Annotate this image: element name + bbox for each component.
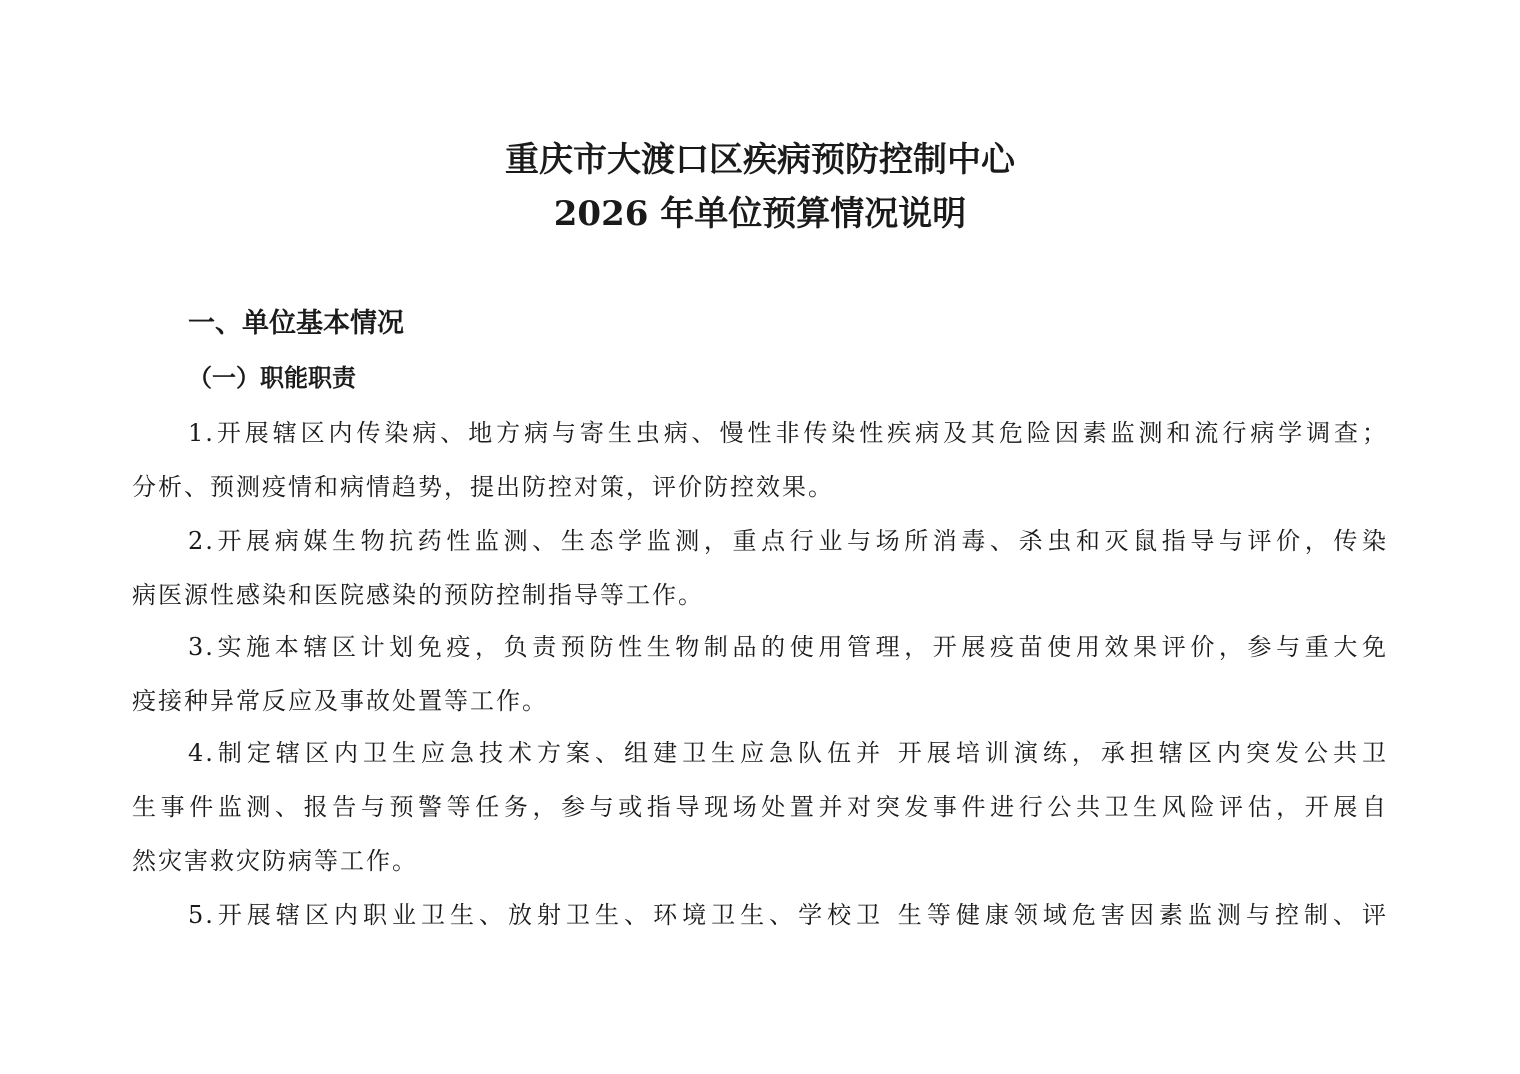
paragraph-line: 5.开展辖区内职业卫生、放射卫生、环境卫生、学校卫 生等健康领域危害因素监测与控制、评 [188,901,1388,929]
document-title-line2: 2026 年单位预算情况说明 [553,194,967,234]
paragraph-line: 分析、预测疫情和病情趋势，提出防控对策，评价防控效果。 [132,473,834,501]
paragraph-line: 1.开展辖区内传染病、地方病与寄生虫病、慢性非传染性疾病及其危险因素监测和流行病学调查； [188,419,1388,447]
paragraph-line: 4.制定辖区内卫生应急技术方案、组建卫生应急队伍并 开展培训演练，承担辖区内突发公共卫 [188,739,1388,767]
paragraph-duty-2 [132,514,1388,622]
paragraph-line: 疫接种异常反应及事故处置等工作。 [132,687,548,715]
paragraph-duty-5 [132,888,1388,942]
section-heading-basic-info: 一、单位基本情况 [188,308,404,339]
document-title-line1: 重庆市大渡口区疾病预防控制中心 [505,140,1015,180]
subsection-heading-duties: （一）职能职责 [188,363,356,392]
paragraph-line: 2.开展病媒生物抗药性监测、生态学监测，重点行业与场所消毒、杀虫和灭鼠指导与评价，传染 [188,527,1388,555]
paragraph-duty-4 [132,726,1388,888]
paragraph-line: 生事件监测、报告与预警等任务，参与或指导现场处置并对突发事件进行公共卫生风险评估，开展自 [132,793,1388,821]
paragraph-duty-1 [132,406,1388,514]
paragraph-line: 3.实施本辖区计划免疫，负责预防性生物制品的使用管理，开展疫苗使用效果评价，参与重大免 [188,633,1388,661]
paragraph-duty-3 [132,620,1388,728]
paragraph-line: 然灾害救灾防病等工作。 [132,847,418,875]
paragraph-line: 病医源性感染和医院感染的预防控制指导等工作。 [132,581,704,609]
